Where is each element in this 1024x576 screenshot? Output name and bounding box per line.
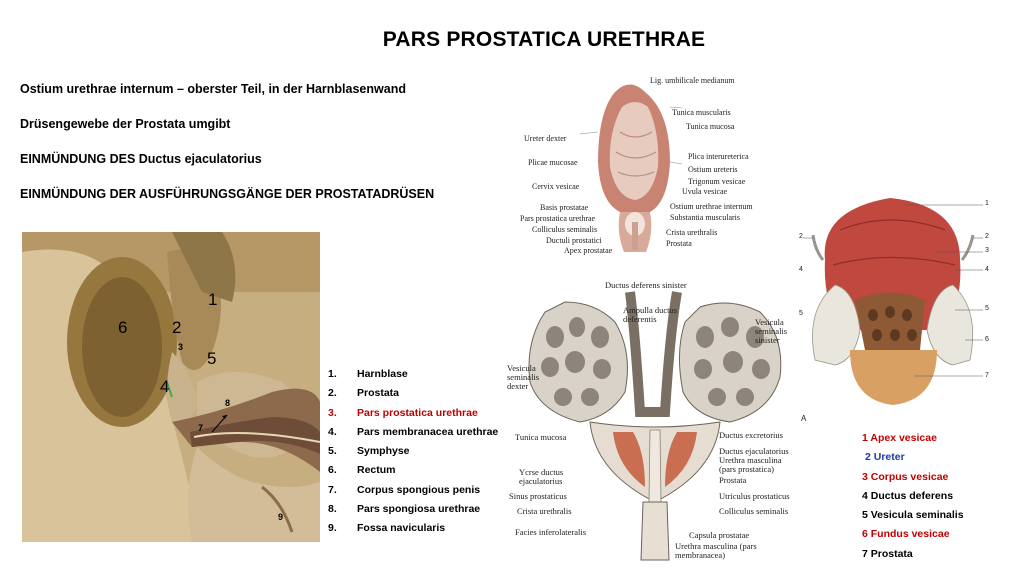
legend1-num: 3. [328, 406, 337, 419]
intro-line-ductus-ejaculatorius: EINMÜNDUNG DES Ductus ejaculatorius [20, 152, 262, 166]
fig3-label: Prostata [719, 475, 747, 485]
intro-line-prostatadruesen: EINMÜNDUNG DER AUSFÜHRUNGSGÄNGE DER PROSTATADRÜSEN [20, 187, 435, 201]
fig3-label: Facies inferolateralis [515, 527, 587, 537]
fig2-label: Ostium ureteris [688, 165, 738, 174]
fig2-label: Prostata [666, 239, 692, 248]
legend1-num: 6. [328, 464, 337, 477]
fig2-label: Ostium urethrae internum [670, 202, 753, 211]
figure1-marker-3: 3 [178, 342, 184, 352]
fig3-label: Crista urethralis [517, 506, 572, 516]
sagittal-section-drawing [22, 232, 320, 542]
fig2-label: Crista urethralis [666, 228, 718, 237]
legend1-text: Rectum [357, 464, 396, 477]
legend1-item [328, 483, 498, 502]
seminal-vesicles-illustration [505, 272, 805, 562]
fig2-label: Uvula vesicae [682, 187, 728, 196]
figure1-marker-2: 2 [172, 318, 182, 337]
fig3-label: Urethra masculina (pars prostatica) [719, 455, 782, 474]
legend1-text: Corpus spongious penis [357, 483, 481, 496]
fig2-label: Ureter dexter [524, 134, 567, 143]
fig2-label: Ductuli prostatici [546, 236, 602, 245]
fig3-label: Ductus ejaculatorius [719, 446, 789, 456]
fig3-label: Ycrse ductus ejaculatorius [519, 467, 564, 486]
legend1-num: 4. [328, 425, 337, 438]
fig3-label: Vesicula seminalis sinister [755, 317, 788, 345]
fig2-label: Trigonum vesicae [688, 177, 746, 186]
legend1-item-highlight [328, 406, 498, 425]
legend1-num: 8. [328, 503, 337, 516]
fig3-label: Tunica mucosa [515, 432, 567, 442]
legend1-num: 2. [328, 387, 337, 400]
slide-title: PARS PROSTATICA URETHRAE [382, 28, 706, 51]
bladder-opened-illustration [520, 72, 782, 260]
legend1-text: Prostata [357, 387, 400, 400]
fig4-number: 1 [985, 200, 989, 207]
fig4-number: 3 [985, 247, 989, 254]
fig4-number: 2 [985, 233, 989, 240]
legend1-item [328, 367, 498, 386]
figure1-marker-5: 5 [207, 349, 217, 368]
fig4-number: 6 [985, 336, 989, 343]
fig2-label: Plica interureterica [688, 152, 749, 161]
fig2-label: Colliculus seminalis [532, 225, 598, 234]
legend-sagittal [328, 367, 498, 541]
fig3-label: Ampulla ductus deferentis [623, 305, 678, 324]
fig2-label: Substantia muscularis [670, 213, 740, 222]
fig4-number: 5 [799, 310, 803, 317]
fig3-label: Urethra masculina (pars membranacea) [675, 541, 757, 560]
figure1-marker-4: 4 [160, 377, 170, 396]
legend1-text: Symphyse [357, 445, 410, 458]
legend2-item: 1 Apex vesicae [862, 432, 937, 444]
intro-line-druesengewebe: Drüsengewebe der Prostata umgibt [20, 117, 231, 131]
legend1-item [328, 521, 498, 540]
legend2-item: 7 Prostata [862, 547, 913, 560]
fig2-label: Pars prostatica urethrae [520, 214, 596, 223]
legend2-item: 4 Ductus deferens [862, 489, 954, 502]
fig3-label: Colliculus seminalis [719, 506, 789, 516]
figure1-marker-6: 6 [118, 318, 128, 337]
legend2-item: 5 Vesicula seminalis [862, 509, 964, 522]
fig4-number: 5 [985, 305, 989, 312]
figure1-marker-9: 9 [278, 512, 284, 522]
bladder-exterior-drawing [795, 190, 995, 426]
fig3-label: Ductus excretorius [719, 430, 783, 440]
legend1-text: Fossa navicularis [357, 522, 446, 535]
intro-text-block [20, 82, 434, 222]
sagittal-section-image [22, 232, 320, 542]
legend1-num: 1. [328, 368, 337, 380]
legend1-text: Pars membranacea urethrae [357, 425, 499, 438]
bladder-exterior-illustration [795, 190, 995, 426]
fig2-label: Cervix vesicae [532, 182, 580, 191]
fig3-label: Utriculus prostaticus [719, 491, 790, 501]
fig2-label: Tunica muscularis [672, 108, 731, 117]
figure1-marker-8: 8 [225, 398, 231, 408]
fig3-label: Vesicula seminalis dexter [507, 363, 540, 391]
legend1-num: 9. [328, 522, 337, 535]
fig2-label: Plicae mucosae [528, 158, 578, 167]
figure1-marker-7: 7 [198, 423, 204, 433]
legend1-text: Pars prostatica urethrae [357, 406, 478, 419]
fig3-label: Capsula prostatae [689, 530, 750, 540]
legend-bladder [862, 431, 964, 566]
legend2-item: 6 Fundus vesicae [862, 528, 950, 541]
intro-line-ostium: Ostium urethrae internum – oberster Teil, in der Harnblasenwand [20, 82, 406, 96]
legend1-item [328, 444, 498, 463]
figure1-marker-1: 1 [208, 290, 218, 309]
fig2-label: Tunica mucosa [686, 122, 735, 131]
fig4-number: 7 [985, 372, 989, 379]
fig3-label: Sinus prostaticus [509, 491, 567, 501]
legend1-item [328, 502, 498, 521]
legend1-num: 5. [328, 445, 337, 458]
legend1-text: Pars spongiosa urethrae [357, 503, 481, 516]
fig2-label: Lig. umbilicale medianum [650, 76, 735, 85]
legend1-text: Harnblase [357, 368, 408, 380]
fig2-label: Basis prostatae [540, 203, 589, 212]
fig4-number: 4 [985, 266, 989, 273]
legend2-item: 2 Ureter [865, 451, 905, 464]
legend1-item [328, 425, 498, 444]
legend1-num: 7. [328, 483, 337, 496]
legend1-item [328, 463, 498, 482]
fig4-corner-label: A [801, 414, 807, 423]
fig4-number: 2 [799, 233, 803, 240]
fig3-label: Ductus deferens sinister [605, 280, 687, 290]
legend1-item [328, 386, 498, 405]
fig4-number: 4 [799, 266, 803, 273]
fig2-label: Apex prostatae [564, 246, 613, 255]
legend2-item: 3 Corpus vesicae [862, 470, 949, 483]
